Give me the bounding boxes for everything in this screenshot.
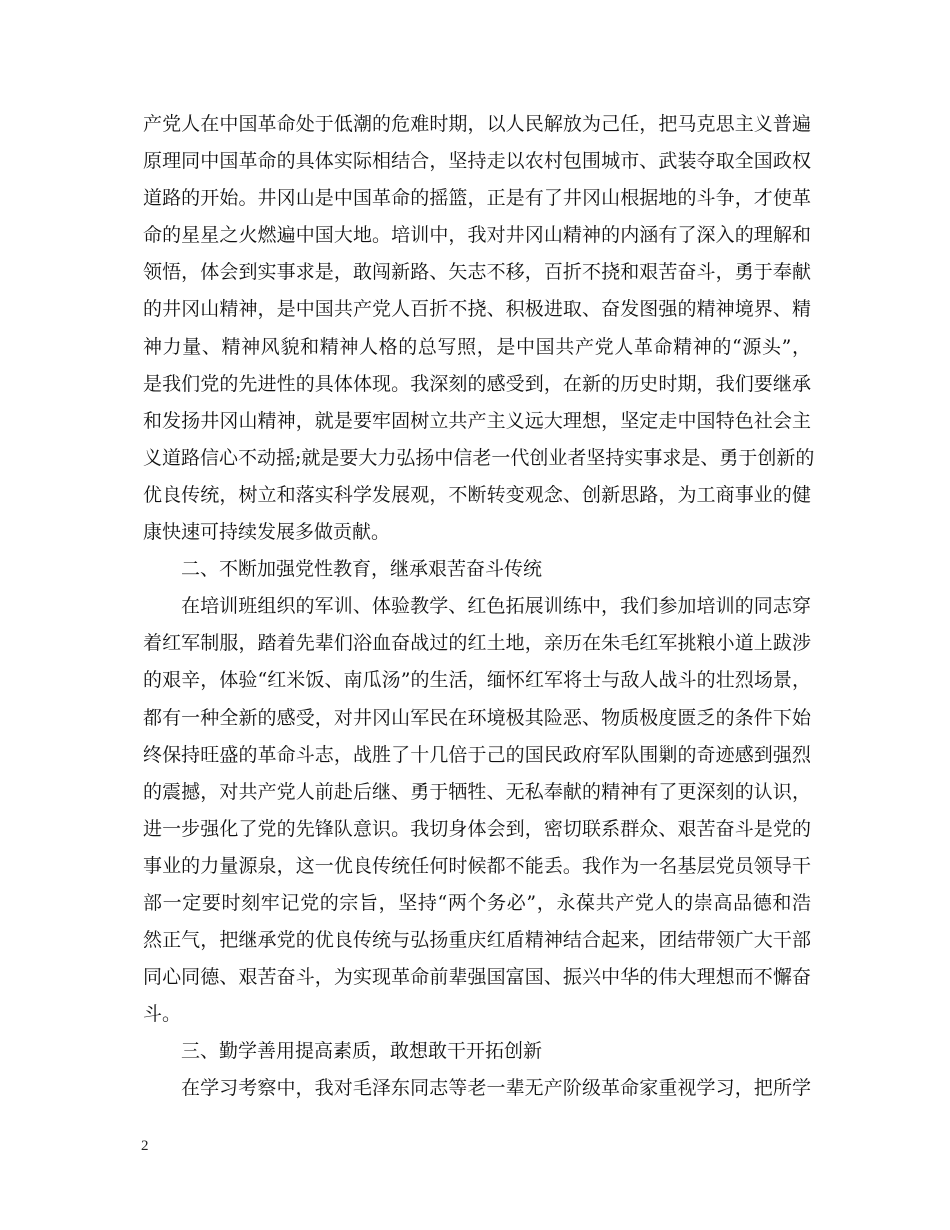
text-line: 的艰辛，体验“红米饭、南瓜汤”的生活，缅怀红军将士与敌人战斗的壮烈场景， <box>143 669 811 692</box>
text-line: 在培训班组织的军训、体验教学、红色拓展训练中，我们参加培训的同志穿 <box>181 595 811 618</box>
section-heading: 三、勤学善用提高素质，敢想敢干开拓创新 <box>181 1040 543 1063</box>
text-line: 同心同德、艰苦奋斗，为实现革命前辈强国富国、振兴中华的伟大理想而不懈奋 <box>143 966 811 989</box>
page-number: 2 <box>141 1138 149 1154</box>
text-line: 优良传统，树立和落实科学发展观，不断转变观念、创新思路，为工商事业的健 <box>143 483 811 506</box>
text-line: 原理同中国革命的具体实际相结合，坚持走以农村包围城市、武装夺取全国政权 <box>143 150 811 173</box>
section-heading: 二、不断加强党性教育，继承艰苦奋斗传统 <box>181 558 543 581</box>
text-line: 终保持旺盛的革命斗志，战胜了十几倍于己的国民政府军队围剿的奇迹感到强烈 <box>143 743 811 766</box>
text-line: 和发扬井冈山精神，就是要牢固树立共产主义远大理想，坚定走中国特色社会主 <box>143 409 811 432</box>
text-line: 领悟，体会到实事求是，敢闯新路、矢志不移，百折不挠和艰苦奋斗，勇于奉献 <box>143 261 811 284</box>
text-line: 神力量、精神风貌和精神人格的总写照，是中国共产党人革命精神的“源头”， <box>143 335 811 358</box>
text-line: 康快速可持续发展多做贡献。 <box>143 521 391 544</box>
text-line: 在学习考察中，我对毛泽东同志等老一辈无产阶级革命家重视学习，把所学 <box>181 1077 811 1100</box>
text-line: 的震撼，对共产党人前赴后继、勇于牺牲、无私奉献的精神有了更深刻的认识， <box>143 780 811 803</box>
text-line: 道路的开始。井冈山是中国革命的摇篮，正是有了井冈山根据地的斗争，才使革 <box>143 187 811 210</box>
text-line: 义道路信心不动摇;就是要大力弘扬中信老一代创业者坚持实事求是、勇于创新的 <box>143 446 815 469</box>
text-line: 的井冈山精神，是中国共产党人百折不挠、积极进取、奋发图强的精神境界、精 <box>143 298 811 321</box>
text-line: 事业的力量源泉，这一优良传统任何时候都不能丢。我作为一名基层党员领导干 <box>143 854 811 877</box>
text-line: 然正气，把继承党的优良传统与弘扬重庆红盾精神结合起来，团结带领广大干部 <box>143 929 811 952</box>
text-line: 斗。 <box>143 1003 182 1026</box>
text-line: 产党人在中国革命处于低潮的危难时期，以人民解放为己任，把马克思主义普遍 <box>143 113 811 135</box>
text-line: 部一定要时刻牢记党的宗旨，坚持“两个务必”，永葆共产党人的崇高品德和浩 <box>143 891 811 914</box>
text-line: 进一步强化了党的先锋队意识。我切身体会到，密切联系群众、艰苦奋斗是党的 <box>143 817 811 840</box>
text-line: 命的星星之火燃遍中国大地。培训中，我对井冈山精神的内涵有了深入的理解和 <box>143 224 811 247</box>
body-text <box>143 106 815 1108</box>
text-line: 都有一种全新的感受，对井冈山军民在环境极其险恶、物质极度匮乏的条件下始 <box>143 706 811 729</box>
text-line: 是我们党的先进性的具体体现。我深刻的感受到，在新的历史时期，我们要继承 <box>143 372 811 395</box>
text-line: 着红军制服，踏着先辈们浴血奋战过的红土地，亲历在朱毛红军挑粮小道上跋涉 <box>143 632 811 655</box>
